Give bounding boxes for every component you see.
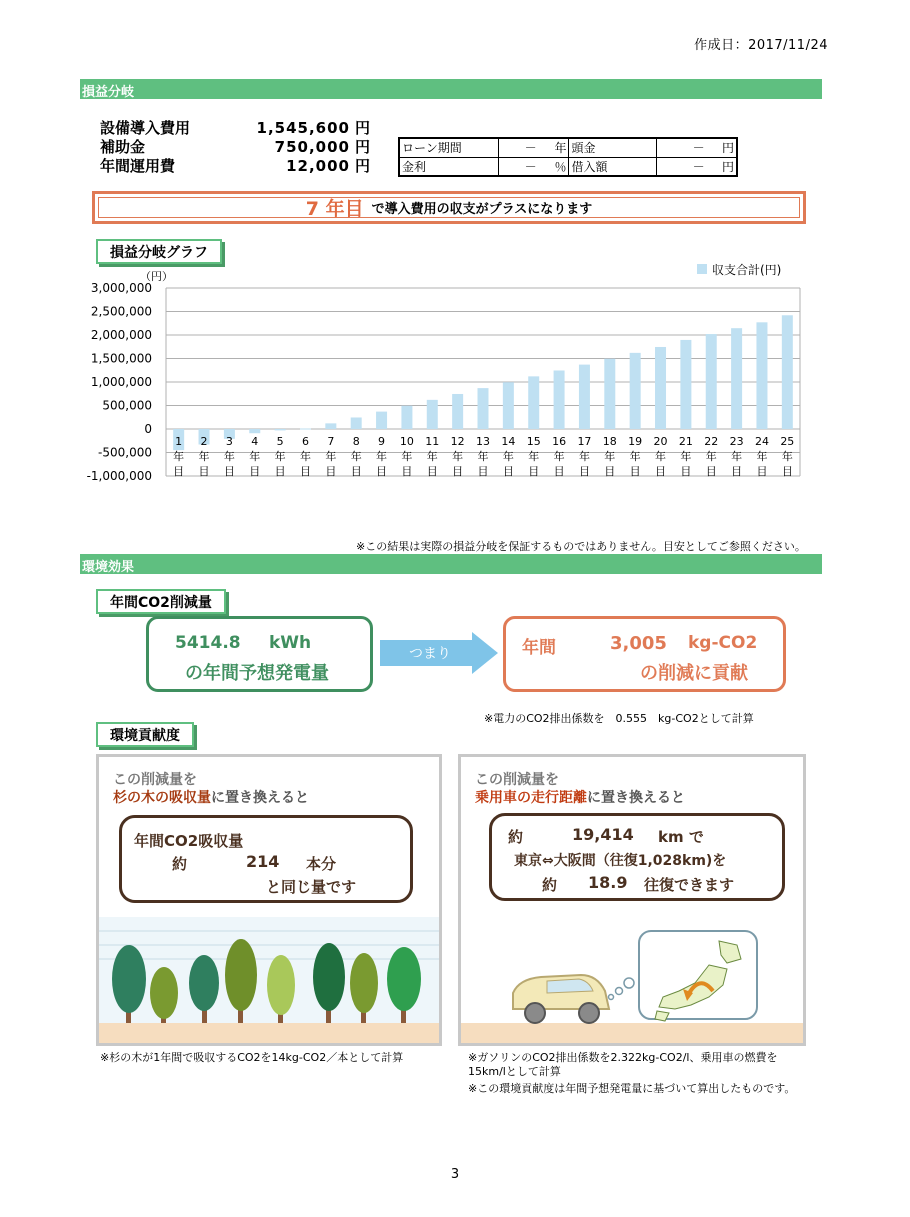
- x-tick-suffix: 年: [781, 450, 793, 463]
- disclaimer: ※この結果は実際の損益分岐を保証するものではありません。目安としてご参照ください。: [356, 540, 806, 553]
- x-tick-label: 5: [276, 435, 284, 448]
- x-tick-suffix: 目: [731, 465, 743, 478]
- trees-prefix: 約: [172, 855, 188, 873]
- created-date: 作成日：2017/11/24: [694, 38, 828, 53]
- x-tick-suffix: 年: [299, 450, 311, 463]
- loan-cell: ％: [539, 157, 569, 176]
- cost-unit: 円: [354, 138, 370, 156]
- y-axis-unit: （円）: [140, 270, 173, 283]
- generation-unit: kWh: [269, 633, 312, 653]
- x-tick-suffix: 目: [528, 465, 540, 478]
- bar: [376, 412, 387, 429]
- x-tick-suffix: 目: [325, 465, 337, 478]
- cost-label: 補助金: [100, 138, 146, 156]
- loan-cell: 頭金: [569, 138, 656, 157]
- x-tick-label: 22: [704, 435, 719, 448]
- cost-value: 1,545,600: [256, 119, 350, 137]
- trees-illustration: [99, 917, 439, 1046]
- x-tick-label: 2: [200, 435, 208, 448]
- y-tick-label: -500,000: [98, 445, 152, 460]
- bar: [249, 429, 260, 433]
- car-highlight: 乗用車の走行距離: [475, 790, 587, 806]
- loan-cell: 借入額: [569, 157, 656, 176]
- loan-table: [398, 137, 738, 177]
- car-panel: [458, 754, 806, 1046]
- breakeven-chart: [0, 260, 910, 490]
- x-tick-suffix: 目: [705, 465, 717, 478]
- x-tick-label: 14: [501, 435, 516, 448]
- cost-unit: 円: [354, 157, 370, 175]
- trees-unit: 本分: [306, 855, 337, 873]
- x-tick-suffix: 目: [781, 465, 793, 478]
- bar: [579, 365, 590, 429]
- x-tick-label: 13: [476, 435, 490, 448]
- x-tick-suffix: 目: [578, 465, 590, 478]
- car-heading-rest: に置き換えると: [587, 790, 685, 806]
- x-tick-label: 12: [450, 435, 465, 448]
- x-tick-suffix: 目: [502, 465, 514, 478]
- x-tick-label: 15: [526, 435, 541, 448]
- reduction-prefix: 年間: [522, 638, 556, 658]
- loan-cell: ローン期間: [399, 138, 498, 157]
- y-tick-labels: [87, 281, 152, 483]
- x-tick-label: 11: [425, 435, 440, 448]
- y-tick-label: 500,000: [102, 398, 152, 413]
- bar: [401, 406, 412, 429]
- breakeven-text: で導入費用の収支がプラスになります: [371, 202, 593, 217]
- x-tick-suffix: 目: [173, 465, 185, 478]
- bar: [731, 328, 742, 429]
- generation-value: 5414.8: [175, 633, 241, 653]
- car-prefix2: 約: [542, 876, 558, 894]
- trees-note: ※杉の木が1年間で吸収するCO2を14kg-CO2／本として計算: [100, 1051, 404, 1064]
- bar: [680, 340, 691, 429]
- bar: [503, 382, 514, 429]
- loan-cell: －: [498, 157, 538, 176]
- y-tick-label: 2,000,000: [90, 328, 152, 342]
- bar: [275, 429, 286, 430]
- y-tick-label: 1,000,000: [90, 375, 152, 389]
- car-note-line: 15km/lとして計算: [468, 1065, 561, 1078]
- cost-row: [100, 157, 370, 176]
- x-tick-suffix: 年: [223, 450, 235, 463]
- section-header-environment: 環境効果: [80, 554, 822, 574]
- bar: [604, 359, 615, 429]
- cost-summary: [100, 119, 370, 176]
- car-distance-unit: km で: [658, 828, 704, 846]
- x-tick-suffix: 年: [502, 450, 514, 463]
- trees-heading-line1: この削減量を: [113, 772, 197, 788]
- car-note-line: ※ガソリンのCO2排出係数を2.322kg-CO2/l、乗用車の燃費を: [468, 1051, 778, 1064]
- car-bubble: [489, 813, 785, 901]
- car-heading-line1: この削減量を: [475, 772, 559, 788]
- coefficient-note: ※電力のCO2排出係数を 0.555 kg-CO2として計算: [484, 712, 754, 725]
- arrow-icon: [380, 632, 498, 674]
- x-tick-suffix: 目: [553, 465, 565, 478]
- trees-heading-rest: に置き換えると: [211, 790, 309, 806]
- x-tick-suffix: 年: [249, 450, 261, 463]
- bar: [351, 417, 362, 429]
- breakeven-year: 7 年目: [305, 198, 364, 220]
- loan-row: [399, 157, 737, 176]
- car-note: [468, 1051, 795, 1096]
- loan-cell: 金利: [399, 157, 498, 176]
- car-distance: 19,414: [572, 825, 634, 844]
- cost-value: 12,000: [286, 157, 350, 175]
- trees-heading: [113, 771, 309, 807]
- generation-box: [146, 616, 373, 692]
- x-tick-label: 1: [175, 435, 183, 448]
- x-tick-suffix: 年: [376, 450, 388, 463]
- x-tick-suffix: 目: [376, 465, 388, 478]
- x-tick-suffix: 目: [756, 465, 768, 478]
- bar: [782, 315, 793, 429]
- breakeven-banner: [92, 191, 806, 224]
- x-tick-suffix: 目: [249, 465, 261, 478]
- bar: [478, 388, 489, 429]
- x-tick-suffix: 年: [274, 450, 286, 463]
- x-tick-suffix: 目: [426, 465, 438, 478]
- page-number: 3: [450, 1167, 460, 1182]
- x-tick-suffix: 年: [452, 450, 464, 463]
- x-tick-suffix: 目: [198, 465, 210, 478]
- cost-label: 設備導入費用: [100, 119, 191, 137]
- x-tick-suffix: 目: [477, 465, 489, 478]
- loan-cell: 円: [707, 138, 737, 157]
- y-tick-label: 2,500,000: [90, 304, 152, 319]
- x-tick-suffix: 目: [299, 465, 311, 478]
- x-tick-suffix: 年: [731, 450, 743, 463]
- section-header-breakeven: 損益分岐: [80, 79, 822, 99]
- trees-panel: [96, 754, 442, 1046]
- x-tick-suffix: 目: [401, 465, 413, 478]
- x-tick-label: 23: [729, 435, 744, 448]
- bar: [630, 353, 641, 429]
- bar: [300, 429, 311, 430]
- bar: [325, 423, 336, 429]
- x-tick-suffix: 年: [553, 450, 565, 463]
- trees-line1: 年間CO2吸収量: [134, 832, 244, 850]
- x-tick-suffix: 年: [350, 450, 362, 463]
- x-tick-suffix: 年: [173, 450, 185, 463]
- reduction-caption: の削減に貢献: [640, 663, 748, 684]
- bar: [452, 394, 463, 429]
- cost-value: 750,000: [274, 138, 350, 156]
- trees-highlight: 杉の木の吸収量: [113, 790, 211, 806]
- reduction-unit: kg-CO2: [688, 633, 758, 653]
- x-tick-suffix: 目: [629, 465, 641, 478]
- bar: [528, 376, 539, 429]
- reduction-value: 3,005: [610, 633, 667, 654]
- x-tick-label: 16: [552, 435, 567, 448]
- x-tick-suffix: 年: [655, 450, 667, 463]
- car-heading: [475, 771, 685, 807]
- x-tick-suffix: 目: [680, 465, 692, 478]
- x-tick-suffix: 年: [477, 450, 489, 463]
- x-tick-suffix: 年: [629, 450, 641, 463]
- legend-label: 収支合計(円): [712, 263, 782, 277]
- bar: [655, 347, 666, 429]
- x-tick-suffix: 年: [401, 450, 413, 463]
- trees-bubble: [119, 815, 413, 903]
- x-tick-suffix: 目: [604, 465, 616, 478]
- y-tick-label: 1,500,000: [90, 351, 152, 366]
- x-tick-suffix: 目: [350, 465, 362, 478]
- generation-caption: の年間予想発電量: [185, 663, 329, 684]
- x-tick-suffix: 目: [274, 465, 286, 478]
- x-tick-label: 18: [602, 435, 617, 448]
- x-tick-label: 7: [327, 435, 335, 448]
- x-tick-label: 25: [780, 435, 795, 448]
- y-tick-label: 3,000,000: [90, 281, 152, 295]
- loan-cell: 円: [707, 157, 737, 176]
- arrow-label: つまり: [409, 646, 451, 662]
- cost-label: 年間運用費: [100, 157, 176, 175]
- trees-line3: と同じ量です: [266, 878, 357, 896]
- y-tick-label: -1,000,000: [86, 469, 152, 483]
- loan-cell: －: [656, 157, 707, 176]
- x-tick-suffix: 年: [198, 450, 210, 463]
- x-tick-suffix: 目: [223, 465, 235, 478]
- chart-tag: 損益分岐グラフ: [96, 239, 222, 264]
- car-illustration: [461, 925, 803, 1046]
- x-tick-label: 10: [399, 435, 414, 448]
- x-tick-label: 24: [754, 435, 769, 448]
- x-tick-label: 3: [225, 435, 233, 448]
- x-tick-label: 21: [678, 435, 693, 448]
- bar: [756, 322, 767, 429]
- x-tick-suffix: 年: [426, 450, 438, 463]
- x-tick-label: 19: [628, 435, 643, 448]
- x-tick-label: 9: [378, 435, 386, 448]
- cost-row: [100, 138, 370, 157]
- car-icon: [513, 975, 609, 1023]
- x-tick-suffix: 年: [604, 450, 616, 463]
- x-tick-suffix: 目: [452, 465, 464, 478]
- x-tick-label: 20: [653, 435, 668, 448]
- x-tick-suffix: 年: [705, 450, 717, 463]
- car-trips-unit: 往復できます: [644, 876, 735, 894]
- loan-row: [399, 138, 737, 157]
- car-note-line: ※この環境貢献度は年間予想発電量に基づいて算出したものです。: [468, 1082, 796, 1095]
- cost-row: [100, 119, 370, 138]
- reduction-box: [503, 616, 786, 692]
- x-tick-suffix: 年: [756, 450, 768, 463]
- car-prefix: 約: [508, 828, 524, 846]
- x-tick-suffix: 年: [680, 450, 692, 463]
- loan-cell: 年: [539, 138, 569, 157]
- trees-value: 214: [246, 852, 280, 871]
- x-tick-label: 8: [352, 435, 360, 448]
- loan-cell: －: [498, 138, 538, 157]
- bar: [706, 334, 717, 429]
- co2-tag: 年間CO2削減量: [96, 589, 226, 614]
- x-tick-label: 6: [301, 435, 309, 448]
- bar: [427, 400, 438, 429]
- x-tick-suffix: 年: [528, 450, 540, 463]
- y-tick-label: 0: [144, 422, 152, 436]
- x-tick-label: 4: [251, 435, 259, 448]
- x-tick-suffix: 年: [325, 450, 337, 463]
- car-route: 東京⇔大阪間（往復1,028km)を: [514, 853, 727, 869]
- car-trips: 18.9: [588, 873, 628, 892]
- bar: [554, 370, 565, 429]
- legend-swatch: [697, 264, 707, 274]
- x-tick-label: 17: [577, 435, 592, 448]
- contribution-tag: 環境貢献度: [96, 722, 194, 747]
- x-tick-suffix: 目: [655, 465, 667, 478]
- x-tick-labels: [173, 435, 794, 478]
- cost-unit: 円: [354, 119, 370, 137]
- x-tick-suffix: 年: [578, 450, 590, 463]
- loan-cell: －: [656, 138, 707, 157]
